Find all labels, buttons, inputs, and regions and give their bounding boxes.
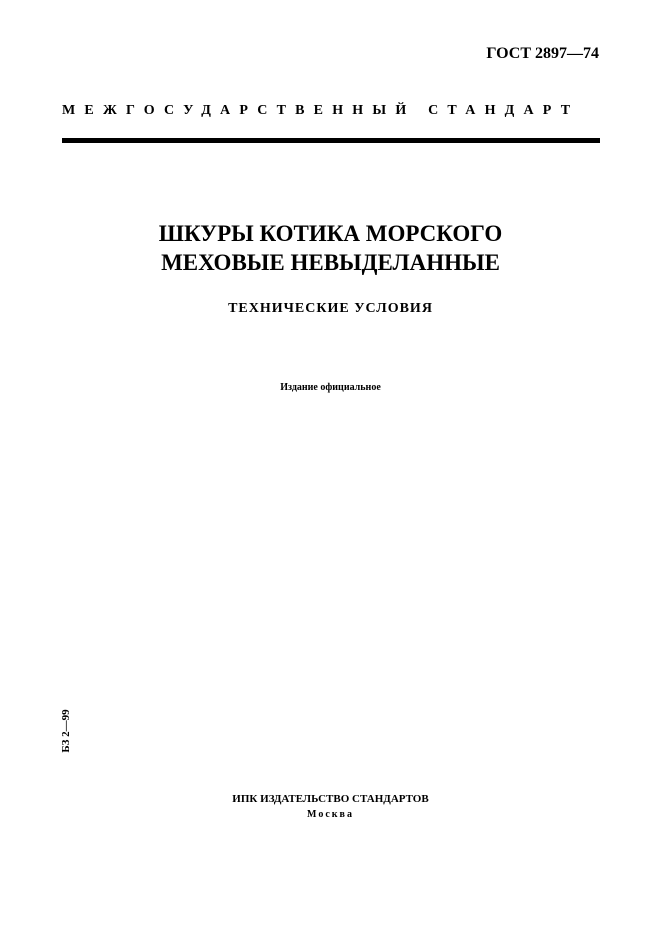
interstate-standard-heading: МЕЖГОСУДАРСТВЕННЫЙ СТАНДАРТ: [62, 103, 580, 118]
title-line-1: ШКУРЫ КОТИКА МОРСКОГО: [158, 221, 503, 246]
title-line-2: МЕХОВЫЕ НЕВЫДЕЛАННЫЕ: [161, 250, 500, 275]
publisher-city: Москва: [307, 809, 354, 820]
side-code-text: БЗ 2—99: [60, 709, 72, 753]
publisher-name: ИПК ИЗДАТЕЛЬСТВО СТАНДАРТОВ: [232, 793, 429, 805]
side-code: [58, 702, 74, 760]
edition-label: Издание официальное: [280, 382, 381, 393]
header-rule: [62, 138, 600, 143]
document-subtitle: ТЕХНИЧЕСКИЕ УСЛОВИЯ: [228, 301, 433, 316]
document-code: ГОСТ 2897—74: [486, 45, 599, 62]
